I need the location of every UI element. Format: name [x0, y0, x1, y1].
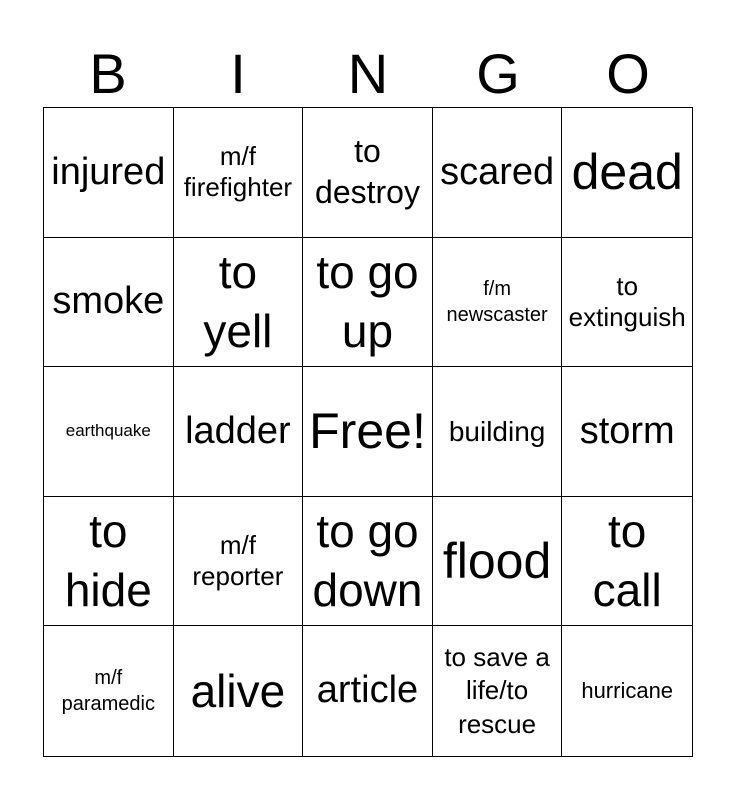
cell-text: ladder	[185, 409, 291, 452]
bingo-cell[interactable]	[562, 367, 692, 497]
bingo-cell[interactable]	[303, 108, 433, 238]
cell-text: scared	[440, 150, 555, 193]
header-letter-g: G	[476, 42, 520, 105]
cell-text: to save a life/to rescue	[444, 641, 550, 740]
bingo-cell[interactable]	[562, 626, 692, 756]
cell-text: dead	[571, 144, 683, 201]
cell-text: to yell	[203, 246, 273, 357]
bingo-cell[interactable]	[303, 497, 433, 627]
bingo-cell[interactable]	[433, 626, 563, 756]
bingo-cell[interactable]	[44, 497, 174, 627]
bingo-cell[interactable]	[433, 367, 563, 497]
bingo-cell[interactable]	[433, 238, 563, 368]
bingo-cell[interactable]	[174, 367, 304, 497]
cell-text: article	[316, 669, 419, 712]
bingo-cell[interactable]	[44, 367, 174, 497]
bingo-cell[interactable]	[303, 238, 433, 368]
bingo-cell[interactable]	[433, 108, 563, 238]
cell-text: hurricane	[581, 677, 674, 703]
header-letter-o: O	[606, 42, 650, 105]
bingo-cell[interactable]	[562, 108, 692, 238]
cell-text: building	[448, 415, 546, 447]
cell-text: m/f reporter	[192, 529, 284, 592]
cell-text: m/f paramedic	[61, 667, 155, 716]
cell-text: f/m newscaster	[446, 277, 548, 326]
bingo-cell[interactable]	[174, 626, 304, 756]
cell-text: flood	[442, 533, 552, 590]
header-letter-i: I	[230, 42, 246, 105]
bingo-cell[interactable]	[44, 108, 174, 238]
cell-text: to go down	[312, 505, 423, 617]
bingo-cell[interactable]	[303, 367, 433, 497]
bingo-cell[interactable]	[562, 497, 692, 627]
bingo-cell[interactable]	[174, 238, 304, 368]
cell-text: to destroy	[315, 132, 420, 211]
bingo-cell[interactable]	[44, 626, 174, 756]
cell-text: to call	[592, 505, 662, 617]
cell-text: to extinguish	[568, 270, 686, 332]
cell-text: earthquake	[65, 421, 151, 441]
bingo-cell[interactable]	[303, 626, 433, 756]
cell-text: m/f firefighter	[183, 141, 293, 203]
header-letter-b: B	[89, 42, 127, 105]
bingo-cell[interactable]	[44, 238, 174, 368]
cell-text: storm	[579, 409, 675, 452]
bingo-header	[43, 40, 693, 108]
cell-text: injured	[51, 150, 166, 193]
cell-text: alive	[190, 664, 286, 717]
bingo-cell[interactable]	[562, 238, 692, 368]
header-letter-n: N	[347, 42, 389, 105]
bingo-cell[interactable]	[433, 497, 563, 627]
cell-text: smoke	[52, 280, 165, 323]
cell-text: to go up	[316, 246, 419, 357]
bingo-cell[interactable]	[174, 108, 304, 238]
cell-text: Free!	[309, 403, 426, 460]
bingo-cell[interactable]	[174, 497, 304, 627]
cell-text: to hide	[64, 505, 152, 617]
bingo-board	[43, 107, 693, 757]
